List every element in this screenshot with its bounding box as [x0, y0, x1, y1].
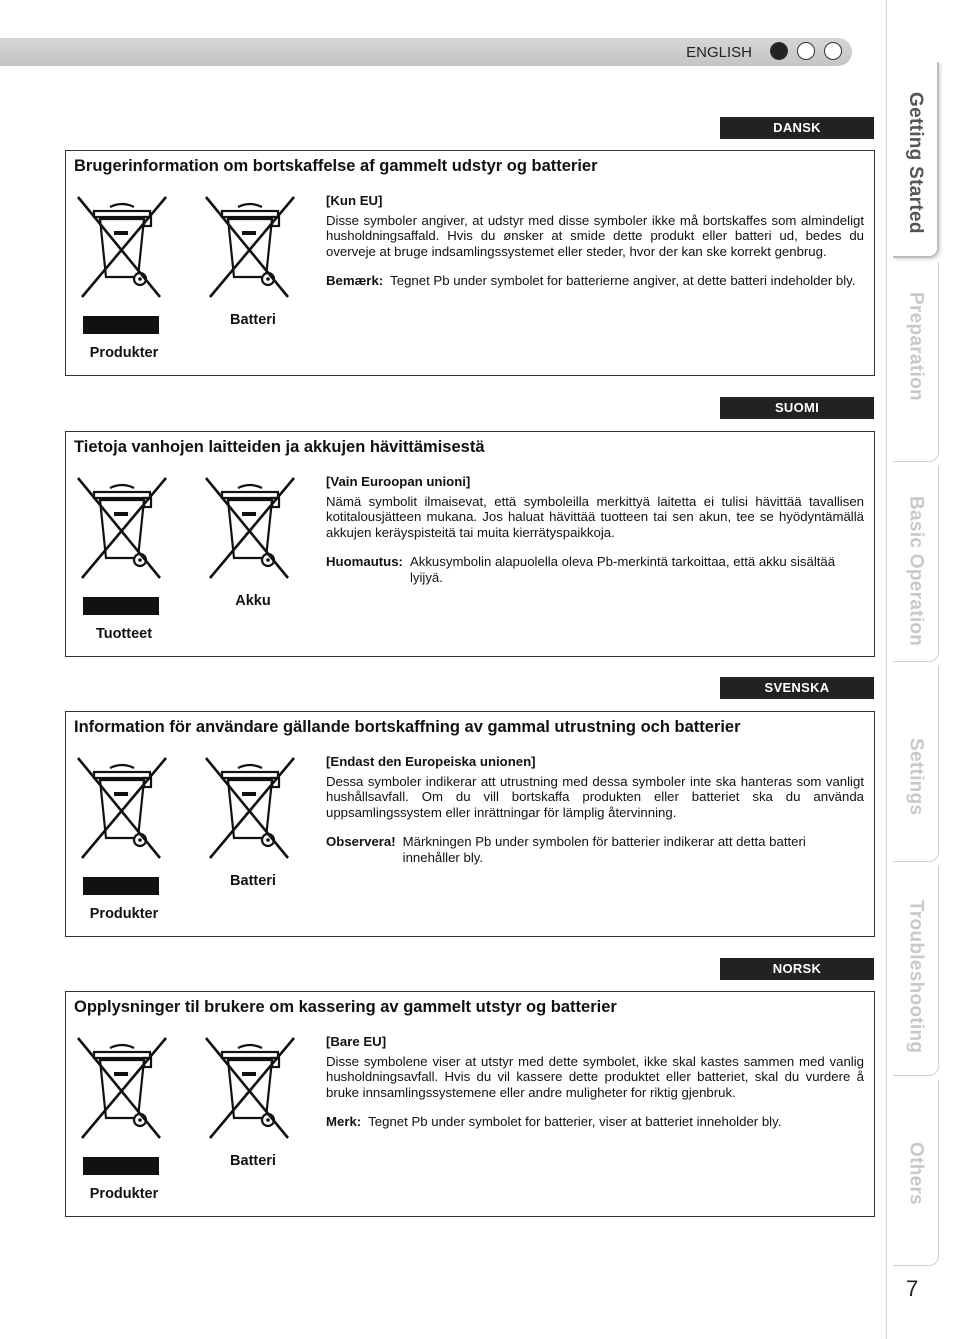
crossed-out-wheelie-bin-icon [72, 754, 172, 862]
note-label: Bemærk: [326, 273, 384, 289]
page-indicator-dot-2 [797, 42, 815, 60]
note [326, 554, 864, 585]
section-title: Tietoja vanhojen laitteiden ja akkujen hävittämisestä [74, 438, 485, 456]
note-text: Akkusymbolin alapuolella oleva Pb-merkintä tarkoittaa, että akku sisältää lyijyä. [409, 554, 836, 585]
products-label: Produkter [89, 1186, 159, 1202]
section-body: Disse symbolene viser at utstyr med dette symbolet, ikke skal kastes sammen med vanlig husholdningsavfall. Hvis du vil kassere dette produktet eller batteriet, skal du vurdere å bruke innsamlingssystemene eller andre muligheter for riktig gjenbruk. [326, 1053, 864, 1100]
region-heading: [Bare EU] [326, 1034, 387, 1049]
battery-label: Batteri [230, 312, 276, 328]
tab-getting-started[interactable] [893, 62, 939, 258]
note-label: Huomautus: [326, 554, 403, 570]
header-bar [0, 38, 852, 66]
note-text: Märkningen Pb under symbolen för batterier indikerar att detta batteri innehåller bly. [402, 834, 806, 865]
crossed-out-wheelie-bin-icon [200, 754, 300, 862]
tab-label: Others [905, 1142, 927, 1206]
note-text: Tegnet Pb under symbolet for batterier, viser at batteriet inneholder bly. [368, 1114, 782, 1130]
section-title: Brugerinformation om bortskaffelse af gammelt udstyr og batterier [74, 157, 598, 175]
section-title: Information för användare gällande bortskaffning av gammal utrustning och batterier [74, 718, 741, 736]
product-black-bar [83, 877, 159, 895]
tab-label: Preparation [905, 292, 927, 401]
tab-label: Getting Started [905, 92, 926, 234]
section-text [326, 474, 864, 586]
language-label-suomi: SUOMI [720, 397, 874, 419]
page-number: 7 [906, 1276, 919, 1301]
crossed-out-wheelie-bin-icon [200, 1034, 300, 1142]
crossed-out-wheelie-bin-icon [200, 474, 300, 582]
tab-settings[interactable] [893, 666, 939, 862]
region-heading: [Kun EU] [326, 193, 383, 208]
crossed-out-wheelie-bin-icon [72, 193, 172, 301]
note-label: Observera! [326, 834, 396, 850]
tab-preparation[interactable] [893, 262, 939, 462]
section-svenska [65, 711, 875, 937]
battery-label: Batteri [230, 873, 276, 889]
section-norsk [65, 991, 875, 1217]
region-heading: [Vain Euroopan unioni] [326, 474, 471, 489]
tab-label: Basic Operation [905, 496, 927, 647]
crossed-out-wheelie-bin-icon [72, 474, 172, 582]
page-indicator-dot-3 [824, 42, 842, 60]
note [326, 1114, 864, 1130]
tab-troubleshooting[interactable] [893, 866, 939, 1076]
header-language: ENGLISH [686, 44, 752, 61]
note [326, 273, 864, 289]
page-indicator-dot-1 [770, 42, 788, 60]
tab-others[interactable] [893, 1080, 939, 1266]
products-label: Tuotteet [95, 626, 153, 642]
crossed-out-wheelie-bin-icon [200, 193, 300, 301]
note-label: Merk: [326, 1114, 362, 1130]
section-suomi [65, 431, 875, 657]
tab-basic-operation[interactable] [893, 466, 939, 662]
section-text [326, 754, 864, 866]
products-label: Produkter [89, 345, 159, 361]
note-text: Tegnet Pb under symbolet for batterierne angiver, at dette batteri indeholder bly. [390, 273, 856, 289]
crossed-out-wheelie-bin-icon [72, 1034, 172, 1142]
section-text [326, 1034, 864, 1130]
products-label: Produkter [89, 906, 159, 922]
section-dansk [65, 150, 875, 376]
section-text [326, 193, 864, 289]
section-title: Opplysninger til brukere om kassering av gammelt utstyr og batterier [74, 998, 617, 1016]
region-heading: [Endast den Europeiska unionen] [326, 754, 536, 769]
section-body: Disse symboler angiver, at udstyr med disse symboler ikke må bortskaffes som almindeligt husholdningsaffald. Hvis du ønsker at smide dette produkt eller batteri ud, bedes du overveje at bruge indsamlingssystemet eller steder, hvor der kan ske korrekt genbrug. [326, 212, 864, 259]
language-label-svenska: SVENSKA [720, 677, 874, 699]
product-black-bar [83, 316, 159, 334]
language-label-norsk: NORSK [720, 958, 874, 980]
note [326, 834, 864, 865]
language-label-dansk: DANSK [720, 117, 874, 139]
chapter-tabs [886, 0, 954, 1339]
section-body: Dessa symboler indikerar att utrustning med dessa symboler inte ska hanteras som vanligt hushållsavfall. Om du vill bortskaffa produkten eller batteriet ska du använda uppsamlingssystem eller inrättningar för lämplig återvinning. [326, 773, 864, 820]
product-black-bar [83, 597, 159, 615]
product-black-bar [83, 1157, 159, 1175]
battery-label: Batteri [230, 1153, 276, 1169]
tab-label: Settings [905, 738, 927, 816]
tab-label: Troubleshooting [905, 900, 927, 1054]
section-body: Nämä symbolit ilmaisevat, että symboleilla merkittyä laitetta ei tulisi hävittää tavallisen kotitalousjätteen mukana. Jos haluat hävittää tuotteen tai sen akun, tee se hyödyntämällä akkujen keräyspisteitä tai muita kierrätyspaikkoja. [326, 493, 864, 540]
battery-label: Akku [235, 593, 271, 609]
